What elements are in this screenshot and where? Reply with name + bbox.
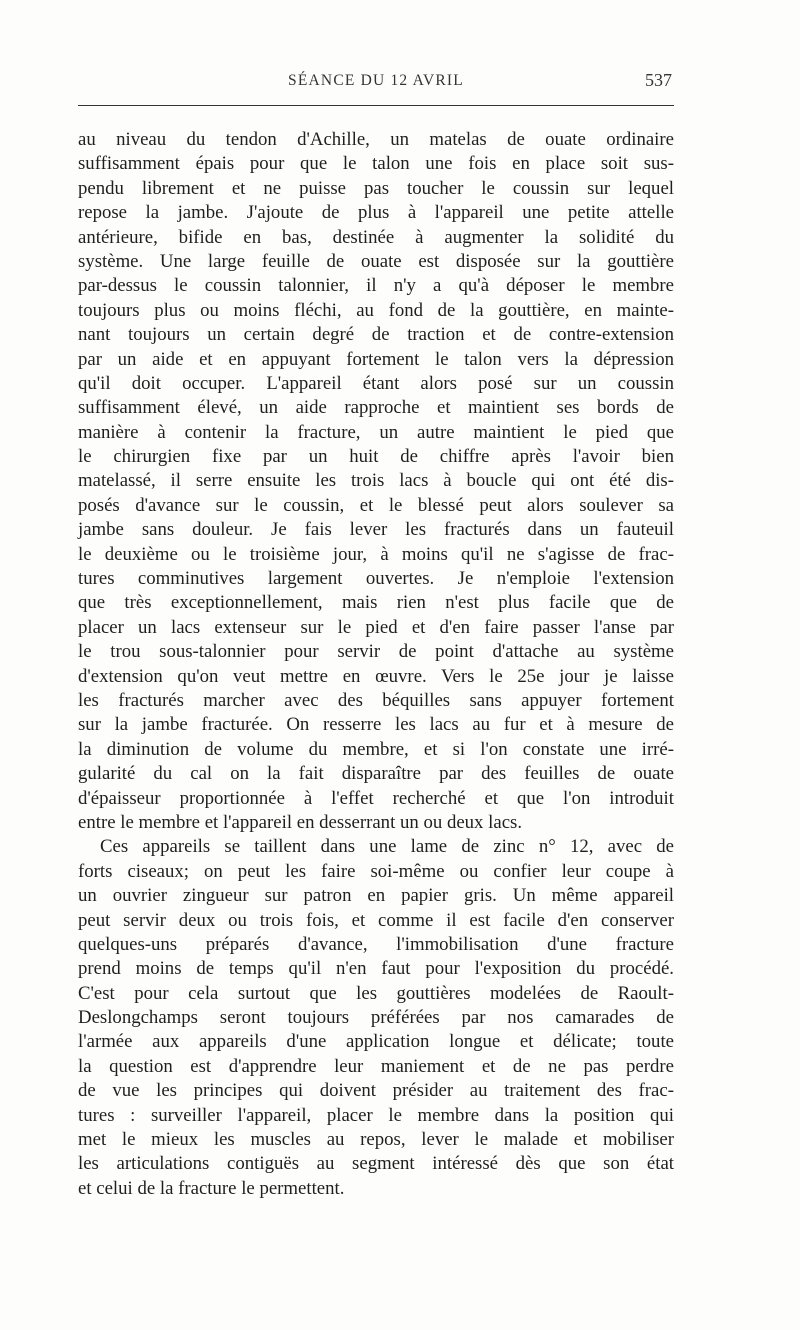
text-line: met le mieux les muscles au repos, lever le malade et mobiliser bbox=[78, 1129, 674, 1151]
text-line: le deuxième ou le troisième jour, à moins qu'il ne s'agisse de frac- bbox=[78, 543, 674, 565]
text-line: repose la jambe. J'ajoute de plus à l'appareil une petite attelle bbox=[78, 202, 674, 224]
text-line: tures comminutives largement ouvertes. Je n'emploie l'extension bbox=[78, 568, 674, 590]
running-title: SÉANCE DU 12 AVRIL bbox=[288, 72, 464, 89]
text-line: toujours plus ou moins fléchi, au fond de la gouttière, en mainte- bbox=[78, 299, 674, 321]
text-line: Deslongchamps seront toujours préférées par nos camarades de bbox=[78, 1007, 674, 1029]
text-line: tures : surveiller l'appareil, placer le membre dans la position qui bbox=[78, 1104, 674, 1126]
text-line: manière à contenir la fracture, un autre maintient le pied que bbox=[78, 421, 674, 443]
text-line: les articulations contiguës au segment intéressé dès que son état bbox=[78, 1153, 674, 1175]
text-line: nant toujours un certain degré de traction et de contre-extension bbox=[78, 324, 674, 346]
text-line: prend moins de temps qu'il n'en faut pour l'exposition du procédé. bbox=[78, 958, 674, 980]
text-line: système. Une large feuille de ouate est disposée sur la gouttière bbox=[78, 250, 674, 272]
text-line: l'armée aux appareils d'une application longue et délicate; toute bbox=[78, 1031, 674, 1053]
text-line: sur la jambe fracturée. On resserre les lacs au fur et à mesure de bbox=[78, 714, 674, 736]
text-line: antérieure, bifide en bas, destinée à augmenter la solidité du bbox=[78, 226, 674, 248]
text-line: que très exceptionnellement, mais rien n'est plus facile que de bbox=[78, 592, 674, 614]
page-header bbox=[78, 68, 674, 102]
text-line: les fracturés marcher avec des béquilles sans appuyer fortement bbox=[78, 689, 674, 711]
text-line: entre le membre et l'appareil en desserrant un ou deux lacs. bbox=[78, 811, 523, 833]
text-line: la diminution de volume du membre, et si l'on constate une irré- bbox=[78, 738, 674, 760]
body-text bbox=[78, 128, 674, 1201]
text-line: et celui de la fracture le permettent. bbox=[78, 1177, 345, 1199]
text-line: suffisamment élevé, un aide rapproche et maintient ses bords de bbox=[78, 397, 674, 419]
text-line: par-dessus le coussin talonnier, il n'y a qu'à déposer le membre bbox=[78, 275, 674, 297]
text-line: quelques-uns préparés d'avance, l'immobilisation d'une fracture bbox=[78, 933, 674, 955]
text-line: un ouvrier zingueur sur patron en papier gris. Un même appareil bbox=[78, 885, 674, 907]
page-number: 537 bbox=[645, 70, 672, 90]
paragraph-2 bbox=[78, 835, 674, 1201]
text-line: gularité du cal on la fait disparaître par des feuilles de ouate bbox=[78, 763, 674, 785]
text-line: pendu librement et ne puisse pas toucher le coussin sur lequel bbox=[78, 177, 674, 199]
text-line: par un aide et en appuyant fortement le talon vers la dépression bbox=[78, 348, 674, 370]
text-line: de vue les principes qui doivent présider au traitement des frac- bbox=[78, 1080, 674, 1102]
text-line: posés d'avance sur le coussin, et le blessé peut alors soulever sa bbox=[78, 494, 674, 516]
text-line: suffisamment épais pour que le talon une fois en place soit sus- bbox=[78, 153, 674, 175]
text-line: Ces appareils se taillent dans une lame de zinc n° 12, avec de bbox=[100, 836, 674, 858]
text-line: placer un lacs extenseur sur le pied et d'en faire passer l'anse par bbox=[78, 616, 674, 638]
header-rule bbox=[78, 105, 674, 106]
text-line: matelassé, il serre ensuite les trois lacs à boucle qui ont été dis- bbox=[78, 470, 674, 492]
text-line: au niveau du tendon d'Achille, un matelas de ouate ordinaire bbox=[78, 129, 674, 150]
text-line: le trou sous-talonnier pour servir de point d'attache au système bbox=[78, 641, 674, 663]
text-line: qu'il doit occuper. L'appareil étant alors posé sur un coussin bbox=[78, 372, 674, 394]
text-line: C'est pour cela surtout que les gouttières modelées de Raoult- bbox=[78, 982, 674, 1004]
paragraph-1 bbox=[78, 128, 674, 835]
text-line: le chirurgien fixe par un huit de chiffre après l'avoir bien bbox=[78, 446, 674, 468]
text-line: d'extension qu'on veut mettre en œuvre. Vers le 25e jour je laisse bbox=[78, 665, 674, 687]
text-line: peut servir deux ou trois fois, et comme il est facile d'en conserver bbox=[78, 909, 674, 931]
text-line: d'épaisseur proportionnée à l'effet recherché et que l'on introduit bbox=[78, 787, 674, 809]
text-line: jambe sans douleur. Je fais lever les fracturés dans un fauteuil bbox=[78, 519, 674, 541]
text-line: forts ciseaux; on peut les faire soi-même ou confier leur coupe à bbox=[78, 860, 674, 882]
text-line: la question est d'apprendre leur maniement et de ne pas perdre bbox=[78, 1055, 674, 1077]
